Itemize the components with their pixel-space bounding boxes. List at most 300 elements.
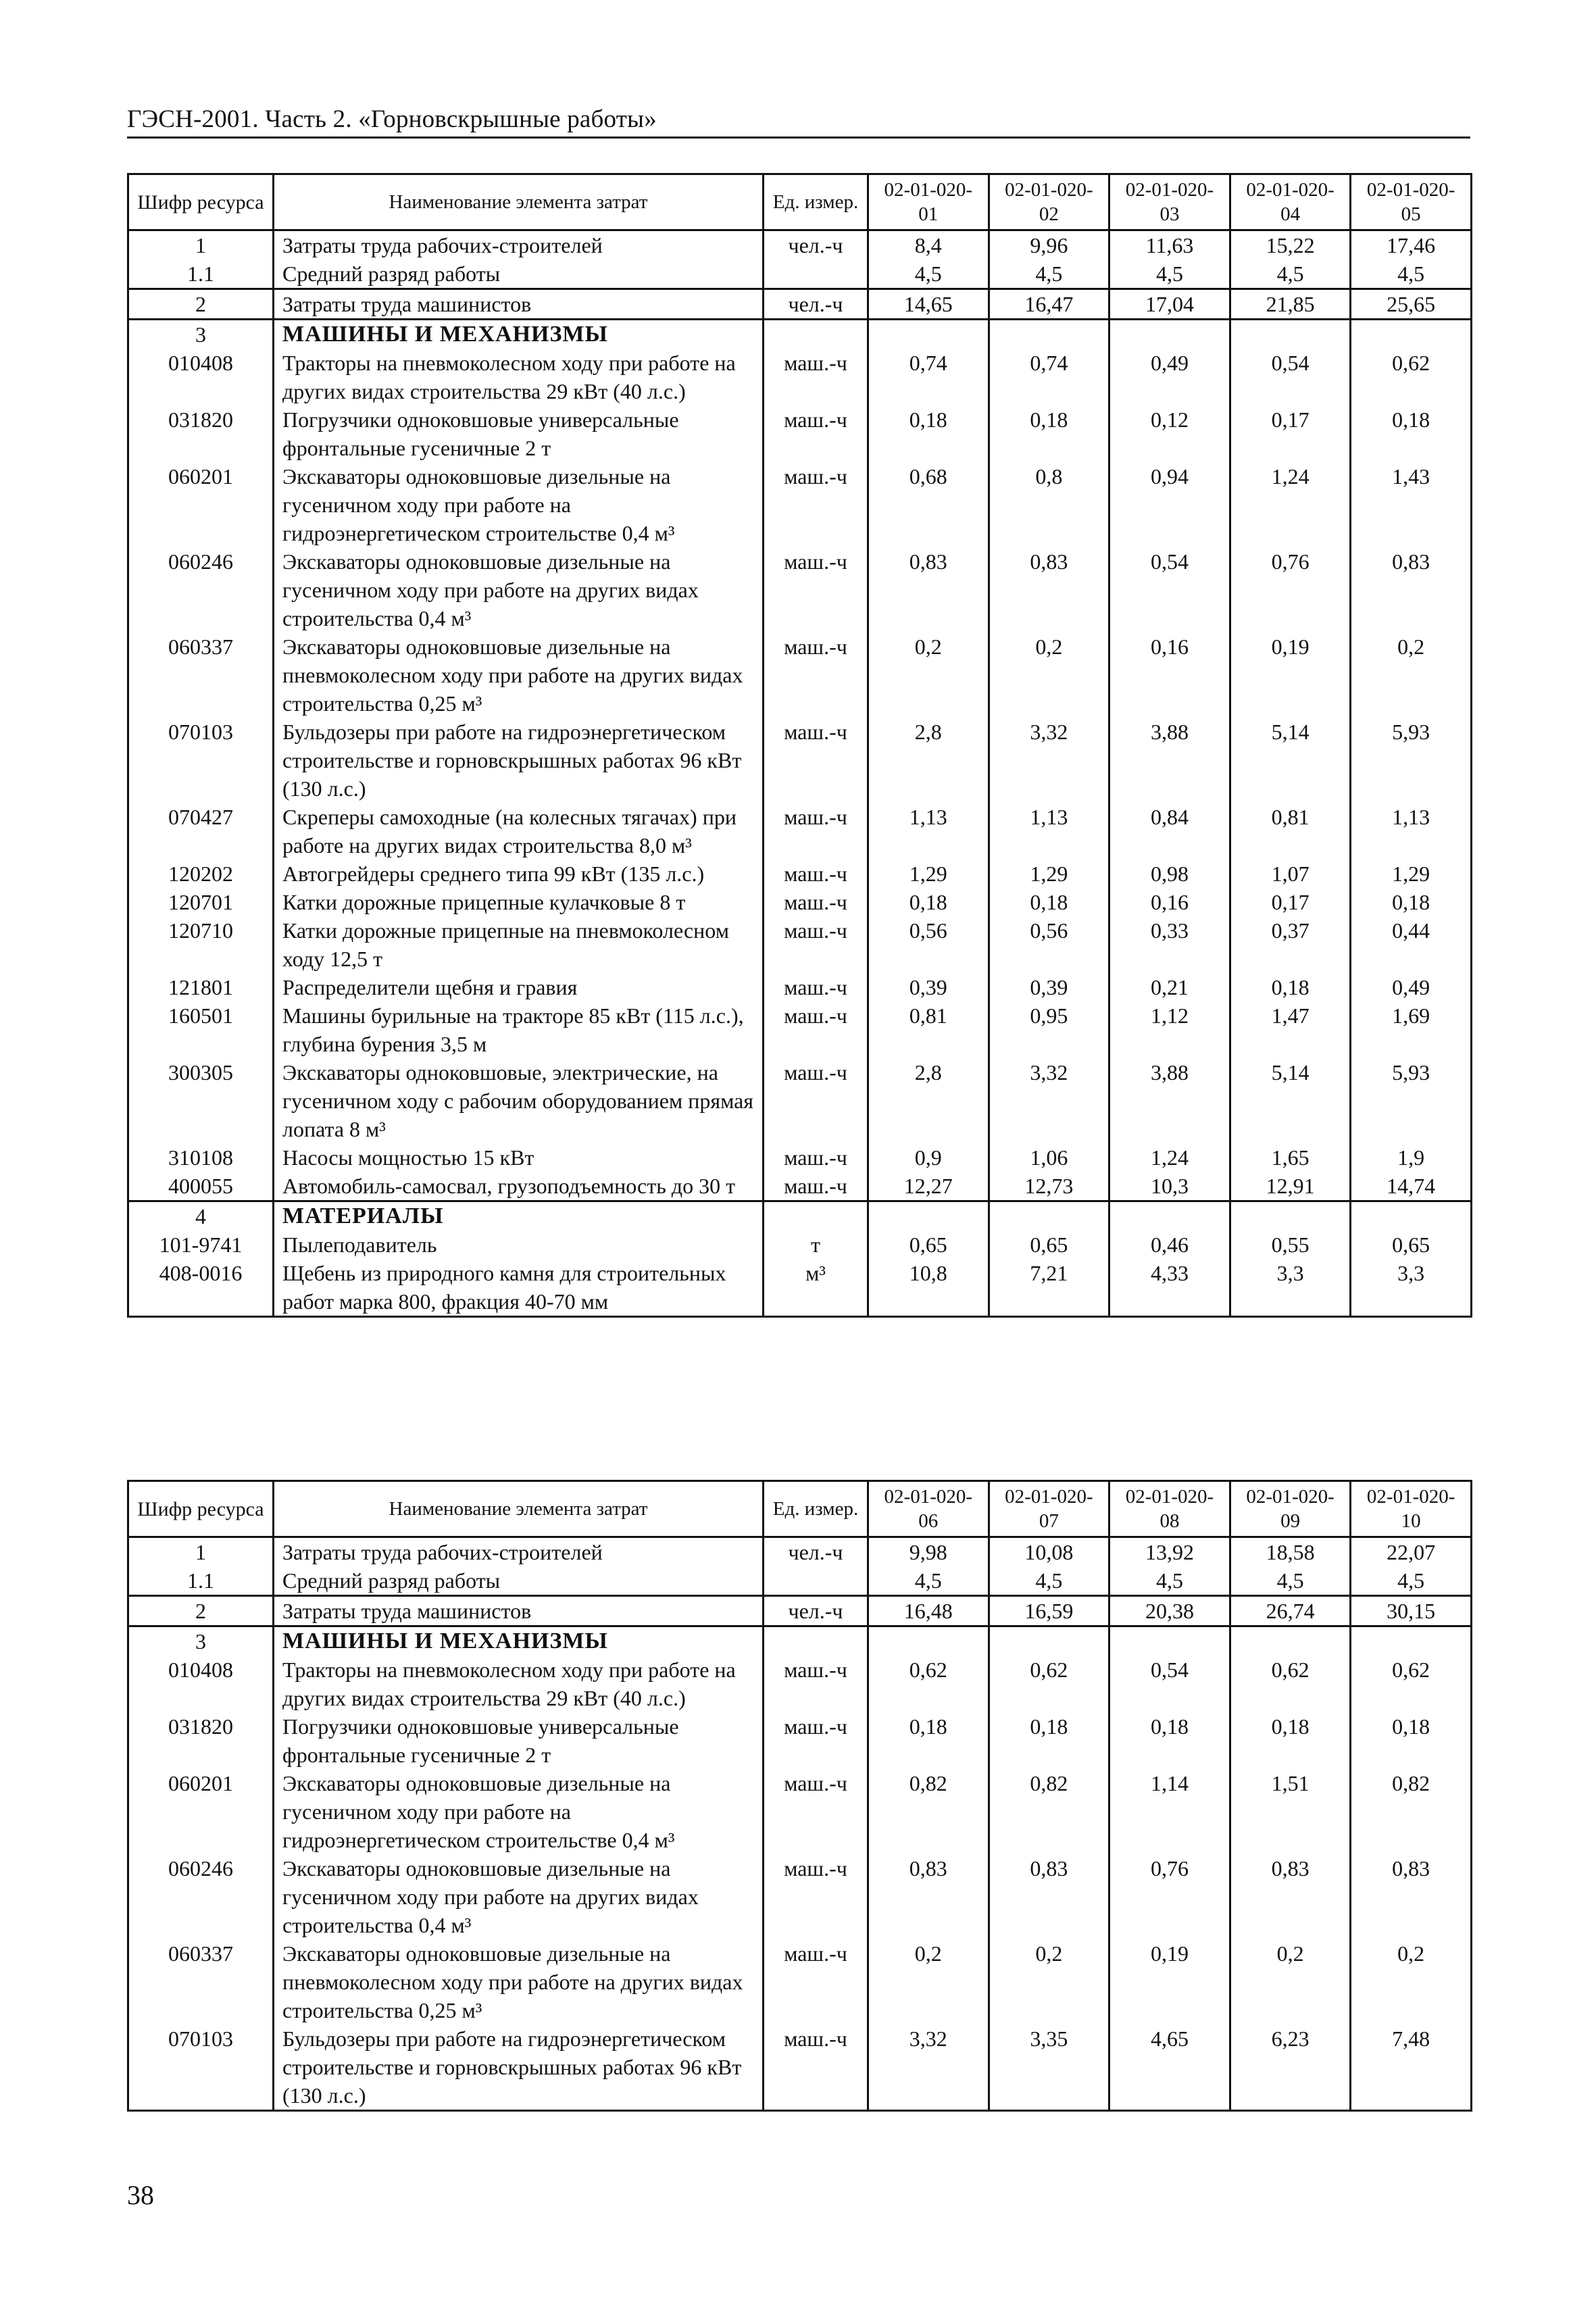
value-cell: 0,37 (1230, 916, 1351, 973)
value-cell: 0,18 (1351, 888, 1472, 916)
unit-cell: маш.-ч (764, 916, 868, 973)
value-cell (1351, 1201, 1472, 1231)
resource-code: 4 (128, 1201, 274, 1231)
value-cell (1230, 1626, 1351, 1656)
value-cell: 1,29 (1351, 860, 1472, 888)
value-cell: 0,68 (868, 462, 989, 547)
value-cell: 0,62 (868, 1656, 989, 1712)
value-cell: 13,92 (1109, 1537, 1230, 1567)
resource-name: Бульдозеры при работе на гидроэнергетическом строительстве и горновскрышных работах 96 кВт (130 л.с.) (274, 718, 764, 803)
resource-code: 060201 (128, 462, 274, 547)
resource-name: Затраты труда рабочих-строителей (274, 230, 764, 260)
value-cell: 1,69 (1351, 1001, 1472, 1058)
value-cell: 1,29 (868, 860, 989, 888)
resource-name: Средний разряд работы (274, 1566, 764, 1596)
value-cell: 0,18 (989, 888, 1109, 916)
value-cell: 0,62 (1351, 349, 1472, 405)
table-row (128, 1626, 1472, 1656)
value-cell (1109, 1201, 1230, 1231)
value-cell: 0,16 (1109, 632, 1230, 718)
table-row (128, 1537, 1472, 1567)
value-cell: 0,19 (1230, 632, 1351, 718)
value-cell: 10,8 (868, 1259, 989, 1317)
value-cell: 2,8 (868, 1058, 989, 1143)
table-row (128, 462, 1472, 547)
resource-code: 120701 (128, 888, 274, 916)
unit-cell: чел.-ч (764, 1537, 868, 1567)
value-cell: 4,5 (868, 1566, 989, 1596)
header-norm-code: 02-01-020-06 (868, 1481, 989, 1537)
unit-cell: маш.-ч (764, 632, 868, 718)
unit-cell: маш.-ч (764, 349, 868, 405)
unit-cell: маш.-ч (764, 405, 868, 462)
value-cell: 4,5 (1230, 1566, 1351, 1596)
table-row (128, 973, 1472, 1001)
header-norm-code: 02-01-020-01 (868, 174, 989, 230)
value-cell: 0,81 (868, 1001, 989, 1058)
value-cell: 7,21 (989, 1259, 1109, 1317)
value-cell: 0,16 (1109, 888, 1230, 916)
resource-code: 3 (128, 1626, 274, 1656)
unit-cell: маш.-ч (764, 1172, 868, 1201)
header-norm-code: 02-01-020-10 (1351, 1481, 1472, 1537)
value-cell (1109, 320, 1230, 349)
section-title: МАШИНЫ И МЕХАНИЗМЫ (274, 320, 764, 349)
resource-name: Катки дорожные прицепные кулачковые 8 т (274, 888, 764, 916)
resource-code: 070427 (128, 803, 274, 860)
value-cell: 0,2 (1230, 1939, 1351, 2024)
header-code: Шифр ресурса (128, 174, 274, 230)
page-number: 38 (127, 2180, 154, 2210)
value-cell: 0,95 (989, 1001, 1109, 1058)
unit-cell: маш.-ч (764, 547, 868, 632)
value-cell: 0,46 (1109, 1230, 1230, 1259)
value-cell: 0,81 (1230, 803, 1351, 860)
value-cell: 0,74 (989, 349, 1109, 405)
value-cell: 0,18 (868, 1712, 989, 1769)
unit-cell: маш.-ч (764, 1656, 868, 1712)
value-cell: 0,12 (1109, 405, 1230, 462)
value-cell: 0,18 (1230, 973, 1351, 1001)
value-cell: 0,2 (1351, 1939, 1472, 2024)
table-row (128, 320, 1472, 349)
value-cell: 0,18 (1230, 1712, 1351, 1769)
resource-code: 060246 (128, 547, 274, 632)
header-norm-code: 02-01-020-02 (989, 174, 1109, 230)
resource-name: Экскаваторы одноковшовые дизельные на гусеничном ходу при работе на гидроэнергетическом строительстве 0,4 м³ (274, 1769, 764, 1854)
value-cell: 0,33 (1109, 916, 1230, 973)
value-cell: 2,8 (868, 718, 989, 803)
value-cell (868, 1626, 989, 1656)
value-cell: 0,83 (868, 1854, 989, 1939)
resource-code: 101-9741 (128, 1230, 274, 1259)
value-cell: 6,23 (1230, 2024, 1351, 2111)
resource-code: 408-0016 (128, 1259, 274, 1317)
value-cell: 0,62 (989, 1656, 1109, 1712)
value-cell: 15,22 (1230, 230, 1351, 260)
value-cell: 1,13 (868, 803, 989, 860)
value-cell: 30,15 (1351, 1596, 1472, 1626)
resource-name: Насосы мощностью 15 кВт (274, 1143, 764, 1172)
resource-name: Распределители щебня и гравия (274, 973, 764, 1001)
value-cell: 4,5 (1351, 1566, 1472, 1596)
table-row (128, 1259, 1472, 1317)
value-cell: 4,5 (1109, 259, 1230, 289)
value-cell: 11,63 (1109, 230, 1230, 260)
resource-code: 1.1 (128, 259, 274, 289)
value-cell: 0,19 (1109, 1939, 1230, 2024)
value-cell: 1,13 (1351, 803, 1472, 860)
value-cell: 0,18 (1351, 1712, 1472, 1769)
resource-name: Затраты труда рабочих-строителей (274, 1537, 764, 1567)
value-cell: 0,83 (989, 547, 1109, 632)
value-cell (1230, 1201, 1351, 1231)
header-unit: Ед. измер. (764, 1481, 868, 1537)
value-cell: 0,83 (868, 547, 989, 632)
table-row (128, 259, 1472, 289)
table-row (128, 1172, 1472, 1201)
header-norm-code: 02-01-020-03 (1109, 174, 1230, 230)
table-row (128, 1058, 1472, 1143)
value-cell: 20,38 (1109, 1596, 1230, 1626)
value-cell: 17,04 (1109, 289, 1230, 320)
resource-name: Экскаваторы одноковшовые дизельные на пневмоколесном ходу при работе на других видах строительства 0,25 м³ (274, 1939, 764, 2024)
table-row (128, 1656, 1472, 1712)
value-cell: 18,58 (1230, 1537, 1351, 1567)
value-cell: 0,83 (1351, 1854, 1472, 1939)
value-cell: 0,76 (1109, 1854, 1230, 1939)
value-cell: 1,51 (1230, 1769, 1351, 1854)
value-cell: 0,54 (1230, 349, 1351, 405)
resource-code: 1 (128, 1537, 274, 1567)
running-header: ГЭСН-2001. Часть 2. «Горновскрышные работы» (127, 105, 657, 133)
value-cell (989, 320, 1109, 349)
resource-name: Средний разряд работы (274, 259, 764, 289)
value-cell: 0,39 (868, 973, 989, 1001)
value-cell: 8,4 (868, 230, 989, 260)
resource-code: 060337 (128, 632, 274, 718)
value-cell: 1,13 (989, 803, 1109, 860)
unit-cell: маш.-ч (764, 1712, 868, 1769)
value-cell: 0,49 (1109, 349, 1230, 405)
resource-table-2 (127, 1480, 1472, 2112)
value-cell: 0,21 (1109, 973, 1230, 1001)
resource-name: Тракторы на пневмоколесном ходу при работе на других видах строительства 29 кВт (40 л.с.) (274, 349, 764, 405)
value-cell: 26,74 (1230, 1596, 1351, 1626)
unit-cell: чел.-ч (764, 1596, 868, 1626)
value-cell: 0,76 (1230, 547, 1351, 632)
resource-name: Экскаваторы одноковшовые, электрические, на гусеничном ходу с рабочим оборудованием прямая лопата 8 м³ (274, 1058, 764, 1143)
header-norm-code: 02-01-020-05 (1351, 174, 1472, 230)
resource-code: 1.1 (128, 1566, 274, 1596)
table-header-row (128, 174, 1472, 230)
value-cell: 0,18 (868, 888, 989, 916)
value-cell: 0,98 (1109, 860, 1230, 888)
resource-name: Экскаваторы одноковшовые дизельные на гусеничном ходу при работе на других видах строительства 0,4 м³ (274, 1854, 764, 1939)
value-cell: 0,39 (989, 973, 1109, 1001)
value-cell: 25,65 (1351, 289, 1472, 320)
value-cell: 0,82 (868, 1769, 989, 1854)
value-cell: 4,5 (1230, 259, 1351, 289)
value-cell (1230, 320, 1351, 349)
table-row (128, 1939, 1472, 2024)
header-code: Шифр ресурса (128, 1481, 274, 1537)
value-cell: 0,62 (1230, 1656, 1351, 1712)
value-cell: 0,65 (989, 1230, 1109, 1259)
value-cell (989, 1626, 1109, 1656)
value-cell: 1,43 (1351, 462, 1472, 547)
value-cell: 0,18 (1109, 1712, 1230, 1769)
resource-name: Экскаваторы одноковшовые дизельные на гусеничном ходу при работе на других видах строительства 0,4 м³ (274, 547, 764, 632)
value-cell: 0,55 (1230, 1230, 1351, 1259)
value-cell: 0,17 (1230, 405, 1351, 462)
value-cell: 1,47 (1230, 1001, 1351, 1058)
unit-cell: маш.-ч (764, 462, 868, 547)
value-cell (1351, 320, 1472, 349)
unit-cell: маш.-ч (764, 888, 868, 916)
value-cell: 16,47 (989, 289, 1109, 320)
value-cell: 1,24 (1109, 1143, 1230, 1172)
resource-code: 070103 (128, 2024, 274, 2111)
table-row (128, 405, 1472, 462)
table-header-row (128, 1481, 1472, 1537)
table-row (128, 860, 1472, 888)
value-cell: 1,65 (1230, 1143, 1351, 1172)
value-cell: 0,8 (989, 462, 1109, 547)
unit-cell (764, 1201, 868, 1231)
value-cell (868, 1201, 989, 1231)
value-cell: 16,59 (989, 1596, 1109, 1626)
value-cell: 1,9 (1351, 1143, 1472, 1172)
resource-name: Катки дорожные прицепные на пневмоколесном ходу 12,5 т (274, 916, 764, 973)
header-unit: Ед. измер. (764, 174, 868, 230)
table-row (128, 349, 1472, 405)
resource-name: Экскаваторы одноковшовые дизельные на гусеничном ходу при работе на гидроэнергетическом строительстве 0,4 м³ (274, 462, 764, 547)
value-cell: 0,83 (1351, 547, 1472, 632)
value-cell: 9,96 (989, 230, 1109, 260)
value-cell: 4,5 (989, 1566, 1109, 1596)
value-cell: 0,18 (989, 1712, 1109, 1769)
value-cell: 0,83 (1230, 1854, 1351, 1939)
resource-name: Погрузчики одноковшовые универсальные фронтальные гусеничные 2 т (274, 405, 764, 462)
value-cell: 0,56 (868, 916, 989, 973)
value-cell: 0,9 (868, 1143, 989, 1172)
table-row (128, 1230, 1472, 1259)
table-row (128, 1854, 1472, 1939)
value-cell: 1,14 (1109, 1769, 1230, 1854)
table-row (128, 1201, 1472, 1231)
table-row (128, 888, 1472, 916)
value-cell: 0,44 (1351, 916, 1472, 973)
unit-cell: маш.-ч (764, 1001, 868, 1058)
table-row (128, 916, 1472, 973)
table-row (128, 1712, 1472, 1769)
resource-name: Скреперы самоходные (на колесных тягачах) при работе на других видах строительства 8,0 м³ (274, 803, 764, 860)
resource-code: 010408 (128, 1656, 274, 1712)
unit-cell: маш.-ч (764, 2024, 868, 2111)
table-row (128, 803, 1472, 860)
resource-code: 121801 (128, 973, 274, 1001)
value-cell: 0,84 (1109, 803, 1230, 860)
value-cell: 12,27 (868, 1172, 989, 1201)
value-cell: 1,12 (1109, 1001, 1230, 1058)
resource-table-1 (127, 173, 1472, 1318)
value-cell: 1,07 (1230, 860, 1351, 888)
unit-cell: маш.-ч (764, 1854, 868, 1939)
resource-name: Автогрейдеры среднего типа 99 кВт (135 л.с.) (274, 860, 764, 888)
value-cell: 0,18 (989, 405, 1109, 462)
header-name: Наименование элемента затрат (274, 1481, 764, 1537)
section-title: МАТЕРИАЛЫ (274, 1201, 764, 1231)
resource-name: Пылеподавитель (274, 1230, 764, 1259)
resource-name: Экскаваторы одноковшовые дизельные на пневмоколесном ходу при работе на других видах строительства 0,25 м³ (274, 632, 764, 718)
unit-cell: маш.-ч (764, 1769, 868, 1854)
value-cell: 3,3 (1230, 1259, 1351, 1317)
resource-name: Машины бурильные на тракторе 85 кВт (115 л.с.), глубина бурения 3,5 м (274, 1001, 764, 1058)
header-rule (127, 136, 1470, 139)
value-cell: 12,91 (1230, 1172, 1351, 1201)
unit-cell: т (764, 1230, 868, 1259)
value-cell: 14,74 (1351, 1172, 1472, 1201)
value-cell (1351, 1626, 1472, 1656)
value-cell (868, 320, 989, 349)
resource-code: 060337 (128, 1939, 274, 2024)
resource-code: 120202 (128, 860, 274, 888)
value-cell: 3,88 (1109, 1058, 1230, 1143)
resource-code: 2 (128, 1596, 274, 1626)
resource-code: 3 (128, 320, 274, 349)
resource-code: 400055 (128, 1172, 274, 1201)
resource-name: Затраты труда машинистов (274, 1596, 764, 1626)
table-row (128, 1596, 1472, 1626)
value-cell: 0,62 (1351, 1656, 1472, 1712)
resource-name: Бульдозеры при работе на гидроэнергетическом строительстве и горновскрышных работах 96 кВт (130 л.с.) (274, 2024, 764, 2111)
value-cell: 0,94 (1109, 462, 1230, 547)
resource-code: 1 (128, 230, 274, 260)
unit-cell: чел.-ч (764, 289, 868, 320)
value-cell: 4,5 (868, 259, 989, 289)
value-cell: 0,54 (1109, 1656, 1230, 1712)
table-row (128, 2024, 1472, 2111)
value-cell: 5,93 (1351, 718, 1472, 803)
value-cell: 5,14 (1230, 1058, 1351, 1143)
resource-code: 2 (128, 289, 274, 320)
resource-code: 031820 (128, 1712, 274, 1769)
value-cell: 0,17 (1230, 888, 1351, 916)
value-cell (1109, 1626, 1230, 1656)
resource-code: 070103 (128, 718, 274, 803)
table-row (128, 632, 1472, 718)
value-cell: 10,08 (989, 1537, 1109, 1567)
resource-code: 120710 (128, 916, 274, 973)
resource-code: 031820 (128, 405, 274, 462)
value-cell: 4,5 (989, 259, 1109, 289)
header-norm-code: 02-01-020-08 (1109, 1481, 1230, 1537)
unit-cell: маш.-ч (764, 1143, 868, 1172)
resource-code: 060201 (128, 1769, 274, 1854)
unit-cell (764, 259, 868, 289)
table-row (128, 1143, 1472, 1172)
value-cell: 1,29 (989, 860, 1109, 888)
header-norm-code: 02-01-020-09 (1230, 1481, 1351, 1537)
value-cell: 3,35 (989, 2024, 1109, 2111)
value-cell: 3,3 (1351, 1259, 1472, 1317)
value-cell: 10,3 (1109, 1172, 1230, 1201)
value-cell: 3,32 (989, 1058, 1109, 1143)
value-cell: 4,65 (1109, 2024, 1230, 2111)
value-cell: 1,06 (989, 1143, 1109, 1172)
unit-cell (764, 1626, 868, 1656)
resource-name: Автомобиль-самосвал, грузоподъемность до 30 т (274, 1172, 764, 1201)
resource-name: Затраты труда машинистов (274, 289, 764, 320)
table-row (128, 289, 1472, 320)
value-cell: 16,48 (868, 1596, 989, 1626)
value-cell: 22,07 (1351, 1537, 1472, 1567)
value-cell: 0,74 (868, 349, 989, 405)
unit-cell: чел.-ч (764, 230, 868, 260)
value-cell: 5,14 (1230, 718, 1351, 803)
resource-code: 300305 (128, 1058, 274, 1143)
value-cell: 5,93 (1351, 1058, 1472, 1143)
unit-cell: маш.-ч (764, 860, 868, 888)
value-cell: 3,88 (1109, 718, 1230, 803)
value-cell: 0,18 (1351, 405, 1472, 462)
value-cell: 0,2 (989, 632, 1109, 718)
resource-code: 010408 (128, 349, 274, 405)
resource-name: Тракторы на пневмоколесном ходу при работе на других видах строительства 29 кВт (40 л.с.) (274, 1656, 764, 1712)
value-cell: 17,46 (1351, 230, 1472, 260)
value-cell: 4,33 (1109, 1259, 1230, 1317)
value-cell: 0,49 (1351, 973, 1472, 1001)
table-row (128, 718, 1472, 803)
unit-cell: маш.-ч (764, 718, 868, 803)
value-cell: 0,54 (1109, 547, 1230, 632)
value-cell: 0,83 (989, 1854, 1109, 1939)
section-title: МАШИНЫ И МЕХАНИЗМЫ (274, 1626, 764, 1656)
value-cell: 7,48 (1351, 2024, 1472, 2111)
header-norm-code: 02-01-020-07 (989, 1481, 1109, 1537)
value-cell: 1,24 (1230, 462, 1351, 547)
table-row (128, 547, 1472, 632)
table-row (128, 1001, 1472, 1058)
value-cell: 0,18 (868, 405, 989, 462)
unit-cell: маш.-ч (764, 1058, 868, 1143)
resource-code: 160501 (128, 1001, 274, 1058)
unit-cell: маш.-ч (764, 973, 868, 1001)
value-cell: 0,65 (868, 1230, 989, 1259)
value-cell: 3,32 (868, 2024, 989, 2111)
value-cell: 0,2 (868, 1939, 989, 2024)
value-cell (989, 1201, 1109, 1231)
table-row (128, 230, 1472, 260)
table-row (128, 1566, 1472, 1596)
value-cell: 14,65 (868, 289, 989, 320)
header-name: Наименование элемента затрат (274, 174, 764, 230)
unit-cell: маш.-ч (764, 803, 868, 860)
value-cell: 0,65 (1351, 1230, 1472, 1259)
unit-cell (764, 320, 868, 349)
resource-name: Щебень из природного камня для строительных работ марка 800, фракция 40-70 мм (274, 1259, 764, 1317)
header-norm-code: 02-01-020-04 (1230, 174, 1351, 230)
value-cell: 3,32 (989, 718, 1109, 803)
value-cell: 12,73 (989, 1172, 1109, 1201)
value-cell: 0,2 (868, 632, 989, 718)
resource-name: Погрузчики одноковшовые универсальные фронтальные гусеничные 2 т (274, 1712, 764, 1769)
unit-cell: маш.-ч (764, 1939, 868, 2024)
value-cell: 0,56 (989, 916, 1109, 973)
resource-code: 060246 (128, 1854, 274, 1939)
value-cell: 0,2 (989, 1939, 1109, 2024)
